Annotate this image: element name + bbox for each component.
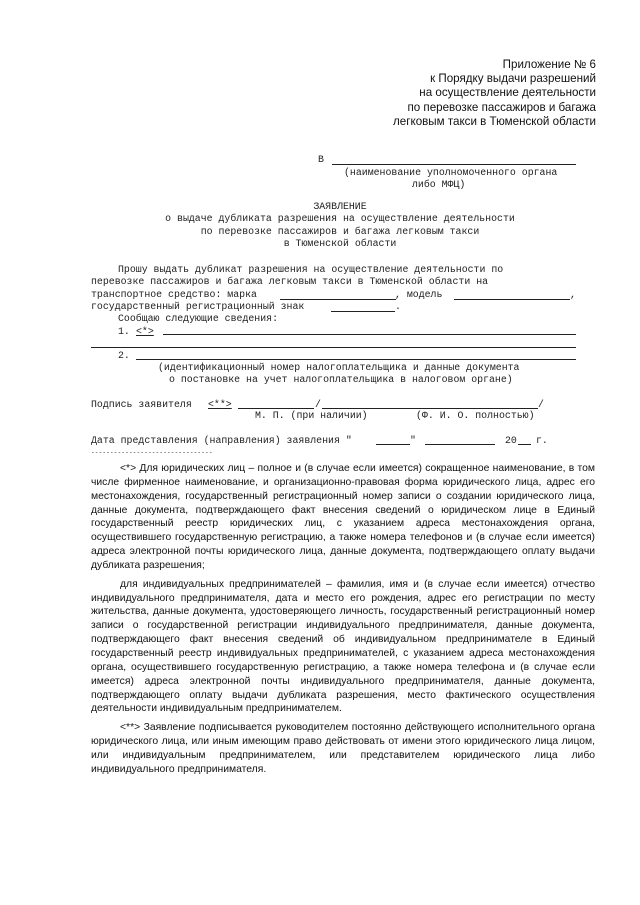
appendix-line: легковым такси в Тюменской области (393, 114, 596, 128)
addressee-hint-2: либо МФЦ) (412, 179, 466, 190)
footnote-individual-entrepreneur: для индивидуальных предпринимателей – фамилия, имя и (в случае если имеется) отчество индивидуального предпринимателя, дата и место его рождения, адрес его регистрации по месту жительства, данные документа, удостоверяющего личность, государственный регистрационный номер записи о государственной регистрации индивидуального предпринимателя, данные документа, подтверждающего факт внесения сведений об индивидуальном предпринимателе в Единый государственный реестр индивидуальных предпринимателей, с указанием адреса местонахождения органа, осуществившего государственную регистрацию, а также номера телефона и (в случае если имеется) адреса электронной почты индивидуального предпринимателя, данные документа, подтверждающего оплату выдачи дубликата разрешения, место фактического осуществления деятельности индивидуальным предпринимателем. (91, 578, 595, 715)
vehicle-model-field[interactable] (454, 299, 570, 300)
addressee-hint-1: (наименование уполномоченного органа (344, 167, 558, 178)
registration-plate-field[interactable] (331, 311, 395, 312)
item-2-hint-2: о постановке на учет налогоплательщика в налоговом органе) (169, 374, 513, 385)
appendix-line: по перевозке пассажиров и багажа (407, 100, 596, 114)
title-line-1: о выдаче дубликата разрешения на осуществление деятельности (165, 213, 515, 224)
signature-footnote-mark[interactable]: <**> (208, 399, 232, 410)
date-label: Дата представления (направления) заявления " (91, 435, 352, 446)
footnote-signature: <**> Заявление подписывается руководителем постоянно действующего исполнительного органа юридического лица, или иным имеющим право действовать от имени этого юридического лица лицом, или индивидуальным предпринимателем, или представителем юридического лица либо индивидуального предпринимателя. (91, 722, 595, 775)
date-year-prefix: 20 (505, 435, 517, 446)
addressee-field[interactable] (332, 164, 576, 165)
item-1-number: 1. (118, 326, 130, 337)
body-line-1: Прошу выдать дубликат разрешения на осуществление деятельности по (118, 264, 504, 275)
date-year-field[interactable] (518, 444, 531, 445)
signature-slash: / (315, 399, 321, 410)
vehicle-brand-field[interactable] (280, 299, 396, 300)
line-3-end: , (570, 289, 576, 300)
body-line-2: перевозке пассажиров и багажа легковым такси в Тюменской области на (91, 276, 489, 287)
date-month-field[interactable] (425, 444, 495, 445)
signature-field[interactable] (238, 408, 314, 409)
appendix-header (393, 58, 596, 129)
stamp-hint: М. П. (при наличии) (255, 410, 368, 421)
signature-end-slash: / (538, 399, 544, 410)
date-quote-close: " (410, 435, 416, 446)
signature-label: Подпись заявителя (91, 399, 192, 410)
model-label: , модель (395, 289, 443, 300)
item-2-number: 2. (118, 350, 130, 361)
appendix-line: Приложение № 6 (502, 58, 596, 71)
addressee-prefix: В (318, 154, 324, 165)
item-1-field[interactable] (163, 334, 576, 335)
date-year-suffix: г. (536, 435, 548, 446)
body-line-3-prefix: транспортное средство: марка (91, 289, 257, 300)
document-title: ЗАЯВЛЕНИЕ (313, 201, 367, 212)
footnote-separator: -------------------------------- (91, 449, 213, 456)
full-name-field[interactable] (322, 408, 538, 409)
date-day-field[interactable] (376, 444, 410, 445)
title-line-2: по перевозке пассажиров и багажа легковым такси (200, 226, 480, 237)
item-2-field[interactable] (136, 359, 576, 360)
item-1-footnote-mark[interactable]: <*> (136, 326, 154, 337)
appendix-line: к Порядку выдачи разрешений (430, 72, 596, 86)
footnote-legal-entity: <*> Для юридических лиц – полное и (в случае если имеется) сокращенное наименование, в том числе фирменное наименование, и организационно-правовая форма юридического лица, адрес его местонахождения, государственный регистрационный номер записи о создании юридического лица, данные документа, подтверждающего факт внесения сведений о юридическом лице в Единый государственный реестр юридических лиц, с указанием адреса местонахождения органа, осуществившего государственную регистрацию, а также номера телефонов и (в случае если имеется) адреса электронной почты юридического лица, данные документа, подтверждающего оплату выдачи дубликата разрешения; (91, 463, 595, 571)
appendix-line: на осуществление деятельности (419, 86, 596, 100)
item-1-field-continued[interactable] (91, 347, 576, 348)
body-line-4-prefix: государственный регистрационный знак (91, 301, 305, 312)
footnotes (91, 462, 595, 782)
info-intro: Сообщаю следующие сведения: (118, 313, 279, 324)
item-2-hint-1: (идентификационный номер налогоплательщика и данные документа (158, 362, 520, 373)
name-hint: (Ф. И. О. полностью) (416, 410, 535, 421)
title-line-3: в Тюменской области (283, 238, 397, 249)
line-4-end: . (395, 301, 401, 312)
